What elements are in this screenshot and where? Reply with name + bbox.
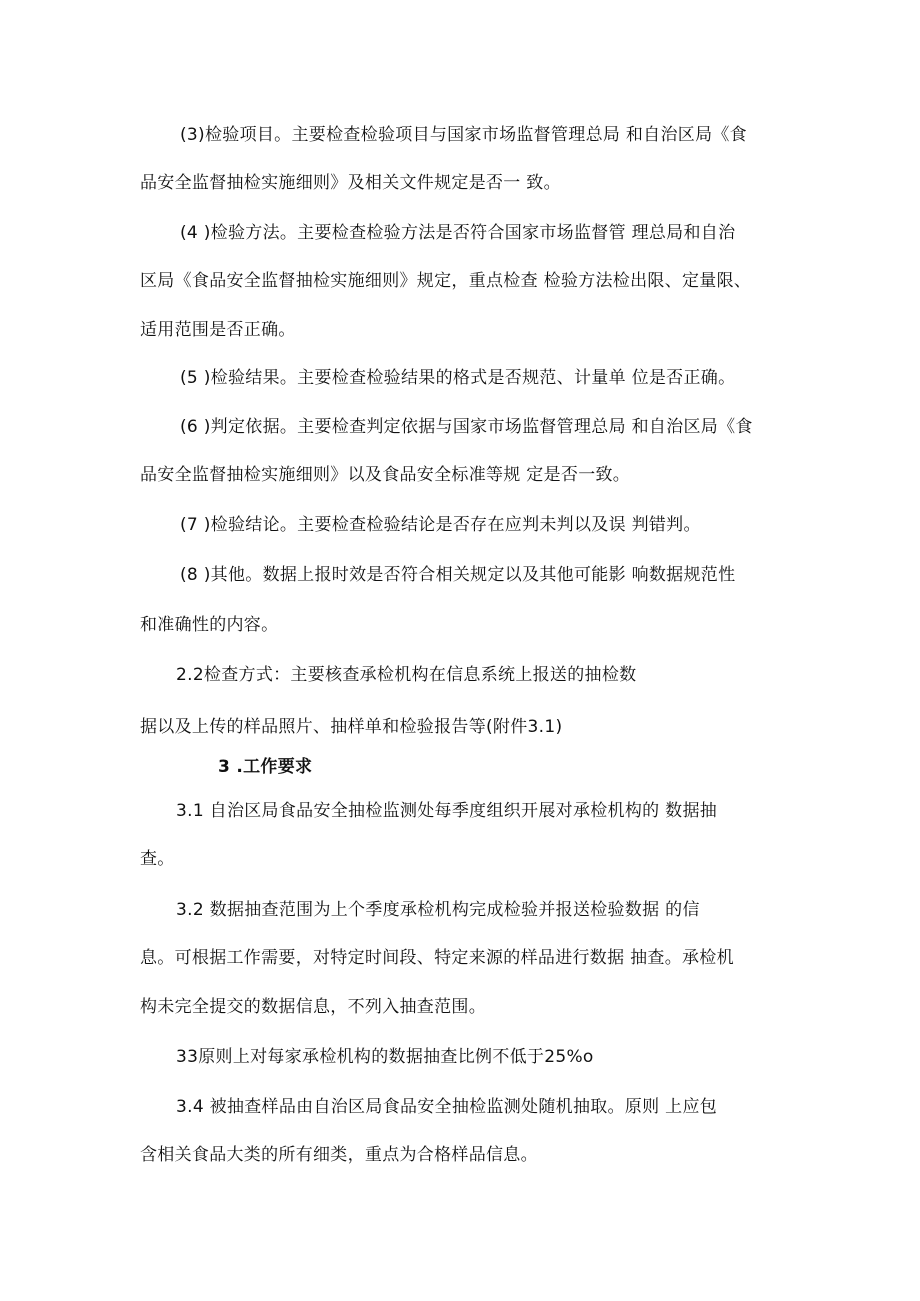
text-line-11: 和准确性的内容。 — [140, 615, 279, 635]
text-line-22: 含相关食品大类的所有细类，重点为合格样品信息。 — [140, 1145, 538, 1165]
text-line-21: 3.4 被抽查样品由自治区局食品安全抽检监测处随机抽取。原则 上应包 — [176, 1097, 718, 1117]
text-line-6: (5 )检验结果。主要检查检验结果的格式是否规范、计量单 位是否正确。 — [180, 368, 736, 388]
text-line-9: (7 )检验结论。主要检查检验结论是否存在应判未判以及误 判错判。 — [180, 515, 701, 535]
text-line-10: (8 )其他。数据上报时效是否符合相关规定以及其他可能影 响数据规范性 — [180, 565, 736, 585]
text-line-7: (6 )判定依据。主要检查判定依据与国家市场监督管理总局 和自治区局《食 — [180, 417, 753, 437]
text-line-17: 3.2 数据抽查范围为上个季度承检机构完成检验并报送检验数据 的信 — [176, 900, 700, 920]
text-line-19: 构未完全提交的数据信息，不列入抽查范围。 — [140, 997, 486, 1017]
text-line-18: 息。可根据工作需要，对特定时间段、特定来源的样品进行数据 抽查。承检机 — [140, 948, 734, 968]
text-line-4: 区局《食品安全监督抽检实施细则》规定，重点检查 检验方法检出限、定量限、 — [140, 271, 752, 291]
text-line-3: (4 )检验方法。主要检查检验方法是否符合国家市场监督管 理总局和自治 — [180, 223, 736, 243]
text-line-1: (3)检验项目。主要检查检验项目与国家市场监督管理总局 和自治区局《食 — [180, 125, 747, 145]
text-line-16: 查。 — [140, 849, 175, 869]
section-heading: 3 .工作要求 — [218, 757, 313, 777]
text-line-5: 适用范围是否正确。 — [140, 320, 296, 340]
text-line-20: 33原则上对每家承检机构的数据抽查比例不低于25%o — [176, 1047, 594, 1067]
text-line-15: 3.1 自治区局食品安全抽检监测处每季度组织开展对承检机构的 数据抽 — [176, 801, 718, 821]
text-line-2: 品安全监督抽检实施细则》及相关文件规定是否一 致。 — [140, 173, 561, 193]
text-line-12: 2.2检查方式：主要核查承检机构在信息系统上报送的抽检数 — [176, 665, 637, 685]
text-line-13: 据以及上传的样品照片、抽样单和检验报告等(附件3.1) — [140, 717, 563, 737]
text-line-8: 品安全监督抽检实施细则》以及食品安全标准等规 定是否一致。 — [140, 465, 631, 485]
